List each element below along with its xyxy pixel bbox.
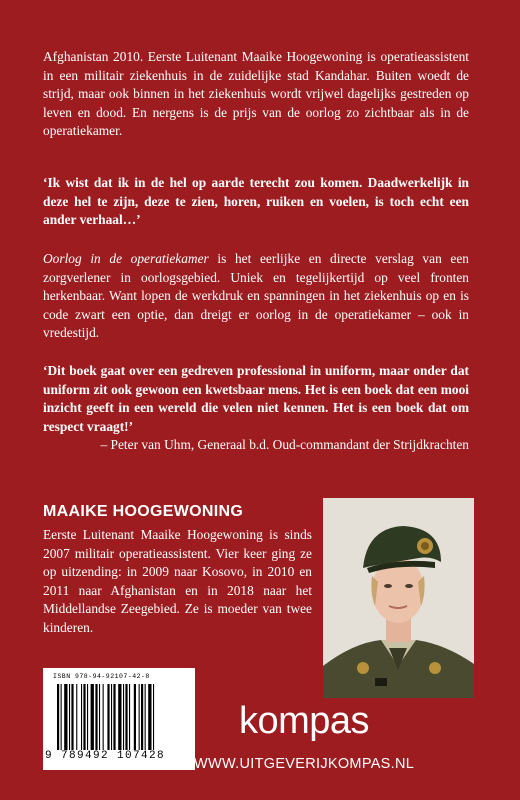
intro-paragraph: Afghanistan 2010. Eerste Luitenant Maaike Hoogewoning is operatieassistent in een militair ziekenhuis in de zuidelijke stad Kandahar. Buiten woedt de strijd, maar ook binnen in het ziekenhuis wordt vrijwel dagelijks gestreden op leven en dood. En nergens is de prijs van de oorlog zo zichtbaar als in de operatiekamer.: [43, 49, 469, 139]
barcode-bars: [57, 684, 181, 750]
endorsement-text: ‘Dit boek gaat over een gedreven professional in uniform, maar onder dat uniform zit ook gewoon een kwetsbaar mens. Het is een boek dat een mooi inzicht geeft in een wereld die velen niet kennen. Het is een boek dat om respect vraagt!’: [43, 363, 469, 434]
book-title-italic: Oorlog in de operatiekamer: [43, 251, 209, 266]
author-photo: [323, 498, 474, 698]
description-text: is het eerlijke en directe verslag van een zorgverlener in oorlogsgebied. Uniek en tegelijkertijd op veel fronten herkenbaar. Want lopen de werkdruk en spanningen in het ziekenhuis op en is code zwart een optie, dan dreigt er oorlog in de operatiekamer – ook in vredestijd.: [43, 251, 469, 341]
publisher-logo: kompas: [239, 700, 370, 742]
barcode-box: [43, 668, 195, 770]
endorsement-quote: [43, 362, 469, 455]
isbn-label: ISBN 978-94-92107-42-8: [53, 673, 150, 680]
publisher-url[interactable]: WWW.UITGEVERIJKOMPAS.NL: [194, 756, 415, 772]
description-paragraph: [43, 250, 469, 343]
author-name: MAAIKE HOOGEWONING: [43, 503, 244, 520]
barcode-number: 9 789492 107428: [45, 750, 166, 762]
endorsement-attribution: – Peter van Uhm, Generaal b.d. Oud-commandant der Strijdkrachten: [100, 437, 469, 453]
author-bio: Eerste Luitenant Maaike Hoogewoning is sinds 2007 militair operatieassistent. Vier keer ging ze op uitzending: in 2009 naar Kosovo, in 2010 en 2011 naar Afghanistan en in 2018 naar het Middellandse Zeegebied. Ze is moeder van twee kinderen.: [43, 527, 312, 635]
quote-protagonist: ‘Ik wist dat ik in de hel op aarde terecht zou komen. Daadwerkelijk in deze hel te zijn, deze te zien, horen, ruiken en voelen, is toch echt een ander verhaal…’: [43, 175, 469, 228]
